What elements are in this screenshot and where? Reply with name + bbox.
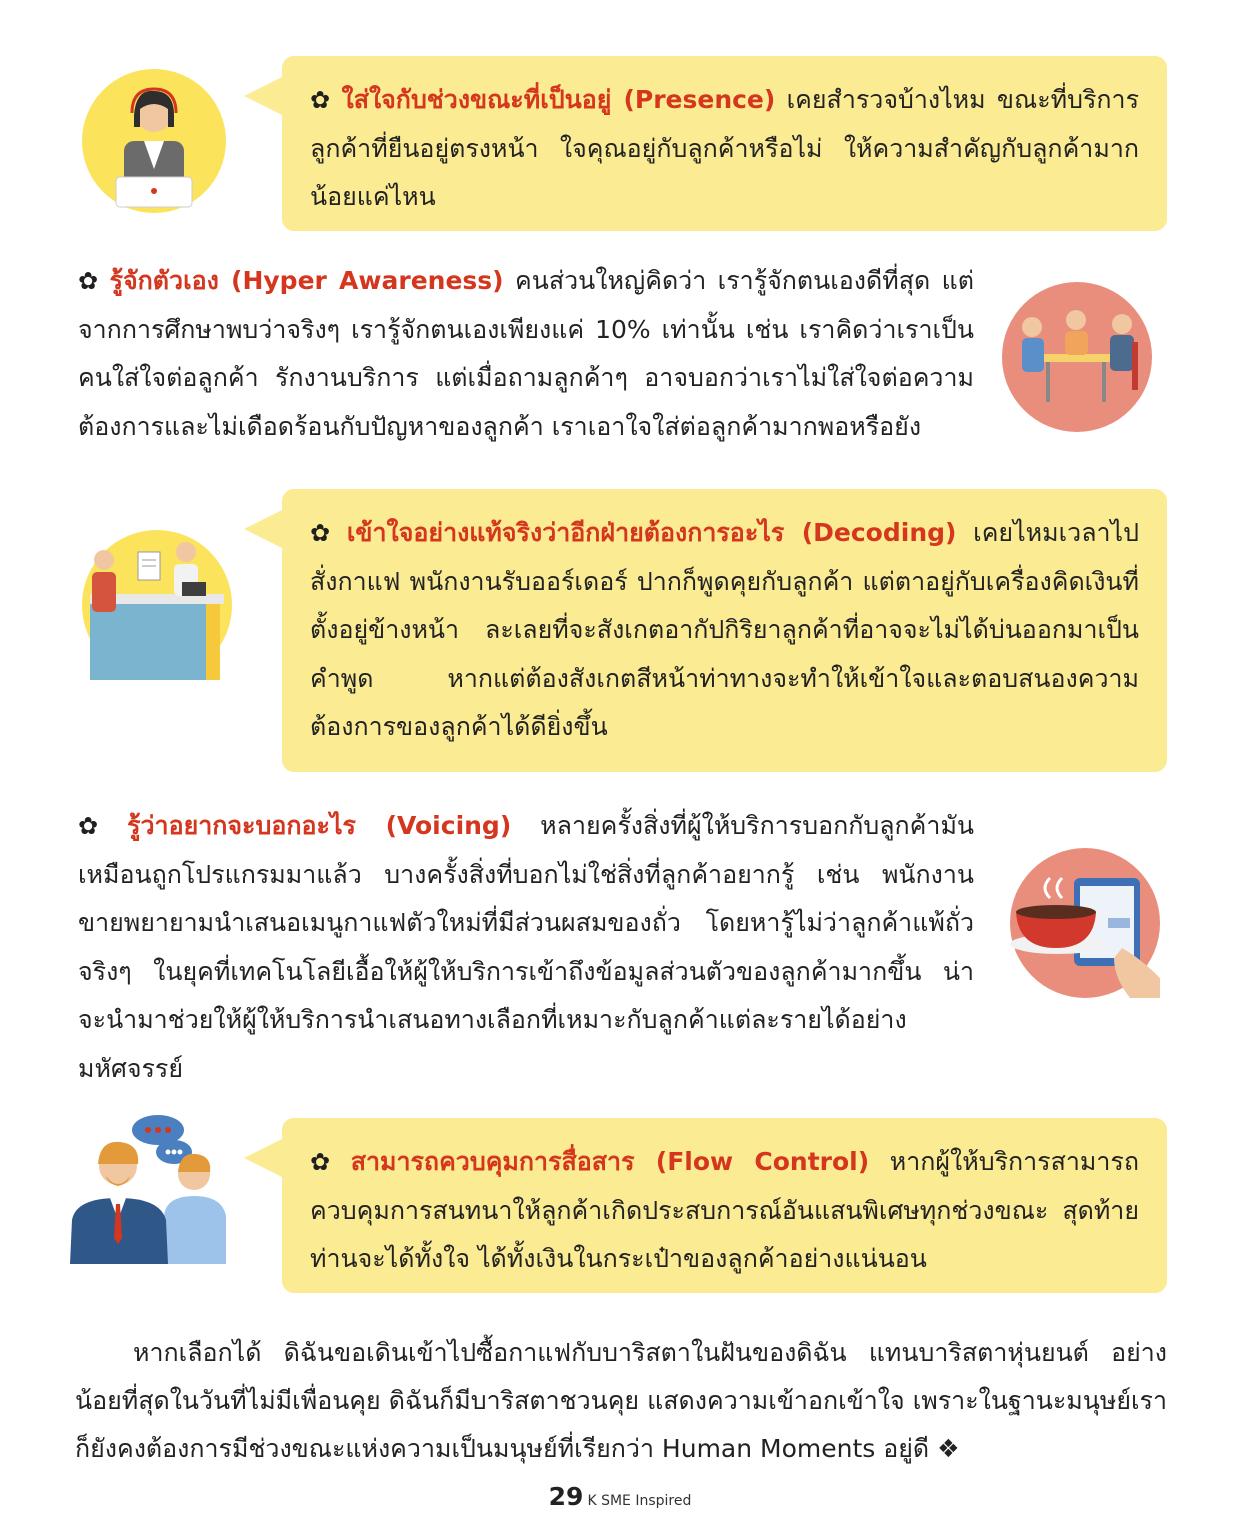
coffee-tablet-icon xyxy=(1010,848,1160,998)
section-text: หลายครั้งสิ่งที่ผู้ให้บริการบอกกับลูกค้ามันเหมือนถูกโปรแกรมมาแล้ว บางครั้งสิ่งที่บอกไม่ใช่สิ่งที่ลูกค้าอยากรู้ เช่น พนักงานขายพยายามนำเสนอเมนูกาแฟตัวใหม่ที่มีส่วนผสมของถั่ว โดยหารู้ไม่ว่าลูกค้าแพ้ถั่ว จริงๆ ในยุคที่เทคโนโลยีเอื้อให้ผู้ให้บริการเข้าถึงข้อมูลส่วนตัวของลูกค้ามากขึ้น น่าจะนำมาช่วยให้ผู้ให้บริการนำเสนอทางเลือกที่เหมาะกับลูกค้าแต่ละรายได้อย่างมหัศจรรย์ xyxy=(78,811,975,1083)
section-heading: สามารถควบคุมการสื่อสาร (Flow Control) xyxy=(350,1147,870,1176)
headset-agent-icon xyxy=(82,69,226,213)
section-voicing xyxy=(78,802,974,1093)
section-heading: ใส่ใจกับช่วงขณะที่เป็นอยู่ (Presence) xyxy=(341,85,776,114)
end-mark-icon: ❖ xyxy=(937,1434,960,1463)
page-number: 29 xyxy=(548,1482,584,1511)
section-text: เคยสำรวจบ้างไหม ขณะที่บริการลูกค้าที่ยืนอยู่ตรงหน้า ใจคุณอยู่กับลูกค้าหรือไม่ ให้ความสำคัญกับลูกค้ามากน้อยแค่ไหน xyxy=(310,85,1140,211)
section-text: เคยไหมเวลาไปสั่งกาแฟ พนักงานรับออร์เดอร์ ปากก็พูดคุยกับลูกค้า แต่ตาอยู่กับเครื่องคิดเงินที่ตั้งอยู่ข้างหน้า ละเลยที่จะสังเกตอากัปกิริยาลูกค้าที่อาจจะไม่ได้บ่นออกมาเป็นคำพูด หากแต่ต้องสังเกตสีหน้าท่าทางจะทำให้เข้าใจและตอบสนองความต้องการของลูกค้าได้ดียิ่งขึ้น xyxy=(310,518,1139,741)
section-flow-control xyxy=(282,1118,1167,1293)
gear-bullet-icon: ✿ xyxy=(310,1148,343,1176)
section-text: หากผู้ให้บริการสามารถควบคุมการสนทนาให้ลูกค้าเกิดประสบการณ์อันแสนพิเศษทุกช่วงขณะ สุดท้ายท่านจะได้ทั้งใจ ได้ทั้งเงินในกระเป๋าของลูกค้าอย่างแน่นอน xyxy=(310,1147,1139,1273)
page-footer xyxy=(0,1482,1240,1511)
gear-bullet-icon: ✿ xyxy=(310,519,339,547)
section-heading: รู้ว่าอยากจะบอกอะไร (Voicing) xyxy=(127,811,512,840)
section-body xyxy=(310,509,1139,752)
gear-bullet-icon: ✿ xyxy=(78,267,102,295)
section-body xyxy=(310,76,1139,222)
section-decoding xyxy=(282,489,1167,772)
two-people-chat-icon xyxy=(70,1112,234,1264)
section-text: คนส่วนใหญ่คิดว่า เรารู้จักตนเองดีที่สุด แต่จากการศึกษาพบว่าจริงๆ เรารู้จักตนเองเพียงแค่ 10% เท่านั้น เช่น เราคิดว่าเราเป็นคนใส่ใจต่อลูกค้า รักงานบริการ แต่เมื่อถามลูกค้าๆ อาจบอกว่าเราไม่ใส่ใจต่อความต้องการและไม่เดือดร้อนกับปัญหาของลูกค้า เราเอาใจใส่ต่อลูกค้ามากพอหรือยัง xyxy=(78,266,974,441)
section-body xyxy=(310,1138,1139,1284)
gear-bullet-icon: ✿ xyxy=(78,812,120,840)
closing-paragraph xyxy=(75,1329,1167,1473)
meeting-icon xyxy=(1002,282,1152,432)
section-presence xyxy=(282,56,1167,231)
publication-name: K SME Inspired xyxy=(587,1493,692,1509)
section-heading: เข้าใจอย่างแท้จริงว่าอีกฝ่ายต้องการอะไร (Decoding) xyxy=(346,518,957,547)
cashier-counter-icon xyxy=(82,530,232,680)
section-heading: รู้จักตัวเอง (Hyper Awareness) xyxy=(109,266,504,295)
closing-text: หากเลือกได้ ดิฉันขอเดินเข้าไปซื้อกาแฟกับบาริสตาในฝันของดิฉัน แทนบาริสตาหุ่นยนต์ อย่างน้อยที่สุดในวันที่ไม่มีเพื่อนคุย ดิฉันก็มีบาริสตาชวนคุย แสดงความเข้าอกเข้าใจ เพราะในฐานะมนุษย์เราก็ยังคงต้องการมีช่วงขณะแห่งความเป็นมนุษย์ที่เรียกว่า Human Moments อยู่ดี xyxy=(75,1338,1167,1463)
gear-bullet-icon: ✿ xyxy=(310,86,334,114)
section-hyper-awareness xyxy=(78,257,974,451)
